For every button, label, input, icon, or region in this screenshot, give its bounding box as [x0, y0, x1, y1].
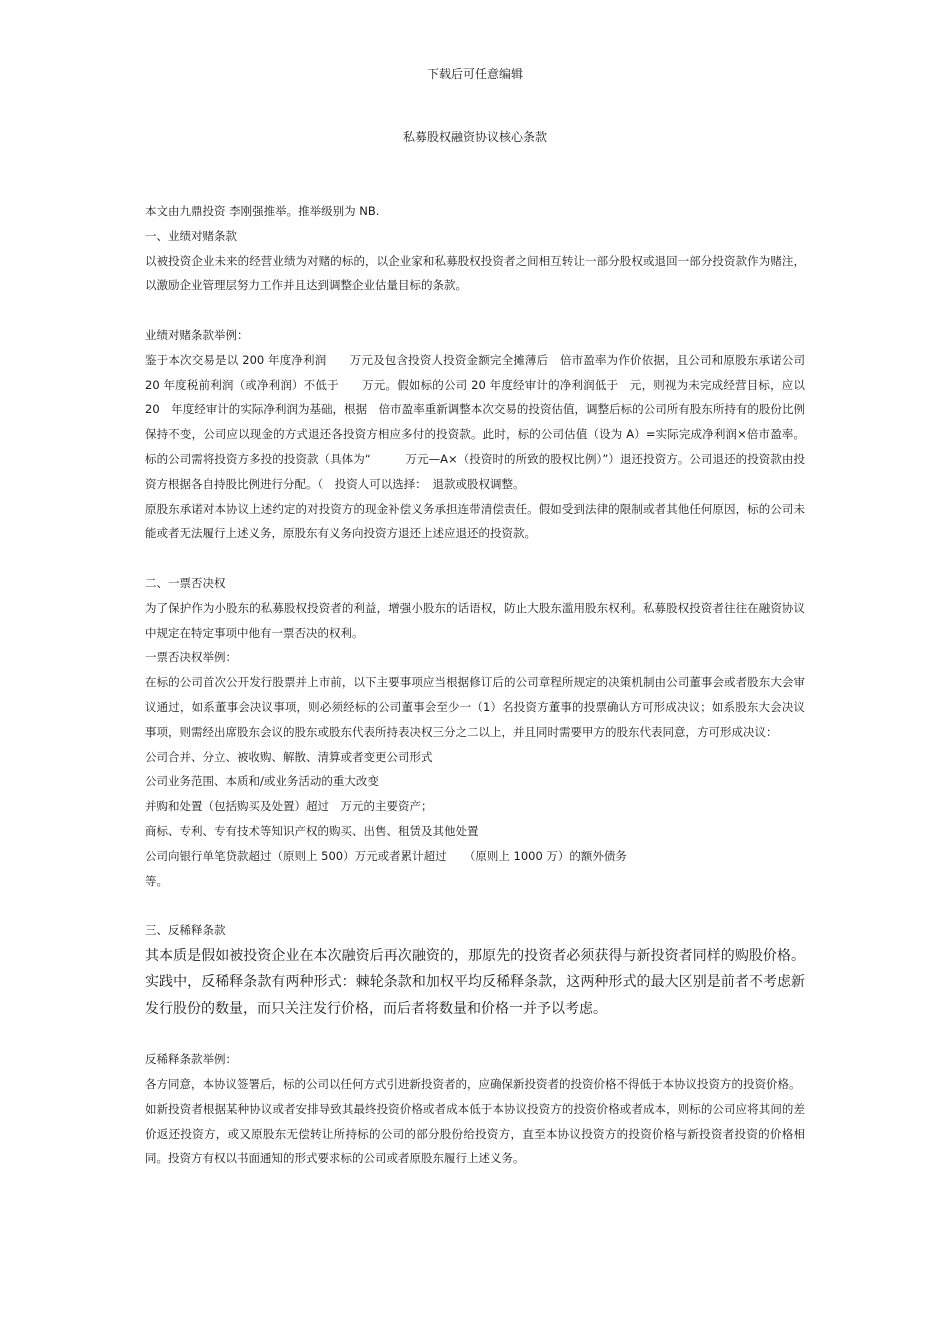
section-heading-1: 一、业绩对赌条款: [145, 228, 237, 243]
section-3-example-body: 各方同意，本协议签署后，标的公司以任何方式引进新投资者的，应确保新投资者的投资价格不得低于本协议投资方的投资价格。: [145, 1077, 801, 1091]
section-heading-2: 二、一票否决权: [145, 575, 226, 590]
list-item: 公司合并、分立、被收购、解散、清算或者变更公司形式: [145, 749, 433, 764]
document-body: [145, 199, 805, 1171]
spacer: [145, 546, 805, 571]
intro-line: 本文由九鼎投资 李刚强推举。推举级别为 NB.: [145, 204, 380, 218]
list-item: 商标、专利、专有技术等知识产权的购买、出售、租赁及其他处置: [145, 823, 479, 838]
section-2-example-body: 在标的公司首次公开发行股票并上市前，以下主要事项应当根据修订后的公司章程所规定的决策机制由公司董事会或者股东大会审议通过，如系董事会决议事项，则必须经标的公司董事会至少一（1）名投资方董事的投票确认方可形成决议；如系股东大会决议事项，则需经出席股东会议的股东或股东代表所持表决权三分之二以上，并且同时需要甲方的股东代表同意，方可形成决议：: [145, 675, 805, 739]
document-title: 私募股权融资协议核心条款: [402, 130, 547, 144]
list-end: 等。: [145, 873, 168, 888]
list-item: 公司业务范围、本质和/或业务活动的重大改变: [145, 774, 379, 789]
page-header: 下载后可任意编辑: [426, 67, 523, 81]
section-3-compensation: 如新投资者根据某种协议或者安排导致其最终投资价格或者成本低于本协议投资方的投资价格或者成本，则标的公司应将其间的差价返还投资方，或又原股东无偿转让所持标的公司的部分股份给投资方，直至本协议投资方的投资价格与新投资者投资的价格相同。投资方有权以书面通知的形式要求标的公司或者原股东履行上述义务。: [145, 1101, 805, 1166]
spacer: [145, 1022, 805, 1047]
section-1-definition: 以被投资企业未来的经营业绩为对赌的标的，以企业家和私募股权投资者之间相互转让一部分股权或退回一部分投资款作为赌注，以激励企业管理层努力工作并且达到调整企业估量目标的条款。: [145, 253, 805, 293]
spacer: [145, 893, 805, 918]
section-heading-3: 三、反稀释条款: [145, 923, 226, 938]
section-2-definition: 为了保护作为小股东的私募股权投资者的利益，增强小股东的话语权，防止大股东滥用股东权利。私募股权投资者往往在融资协议中规定在特定事项中他有一票否决的权利。: [145, 600, 805, 640]
list-item: 公司向银行单笔贷款超过（原则上 500）万元或者累计超过 （原则上 1000 万）的额外债务: [145, 848, 627, 863]
spacer: [145, 298, 805, 323]
section-3-example-label: 反稀释条款举例：: [145, 1052, 237, 1067]
section-1-example-label: 业绩对赌条款举例：: [145, 327, 249, 342]
section-2-example-label: 一票否决权举例：: [145, 650, 237, 665]
section-1-guarantee: 原股东承诺对本协议上述约定的对投资方的现金补偿义务承担连带清偿责任。假如受到法律的限制或者其他任何原因，标的公司未能或者无法履行上述义务，原股东有义务向投资方退还上述应退还的投资款。: [145, 501, 805, 541]
section-1-example-body: 鉴于本次交易是以 200 年度净利润 万元及包含投资人投资金额完全摊薄后 倍市盈率为作价依据，且公司和原股东承诺公司 20 年度税前利润（或净利润）不低于 万元。假如标的公司 20 年度经审计的净利润低于 元，则视为未完成经营目标，应以 20 年度经审计的实际净利润为基础，根据 倍市盈率重新调整本次交易的投资估值，调整后标的公司所有股东所持有的股份比例保持不变，公司应以现金的方式退还各投资方相应多付的投资款。此时，标的公司估值（设为 A）=实际完成净利润×倍市盈率。标的公司需将投资方多投的投资款（具体为“ 万元—A×（投资时的所致的股权比例）”）退还投资方。公司退还的投资款由投资方根据各自持股比例进行分配。（ 投资人可以选择： 退款或股权调整。: [145, 352, 805, 491]
section-3-definition: 其本质是假如被投资企业在本次融资后再次融资的，那原先的投资者必须获得与新投资者同样的购股价格。实践中，反稀释条款有两种形式：棘轮条款和加权平均反稀释条款，这两种形式的最大区别是前者不考虑新发行股份的数量，而只关注发行价格，而后者将数量和价格一并予以考虑。: [145, 947, 805, 1017]
list-item: 并购和处置（包括购买及处置）超过 万元的主要资产；: [145, 799, 433, 814]
